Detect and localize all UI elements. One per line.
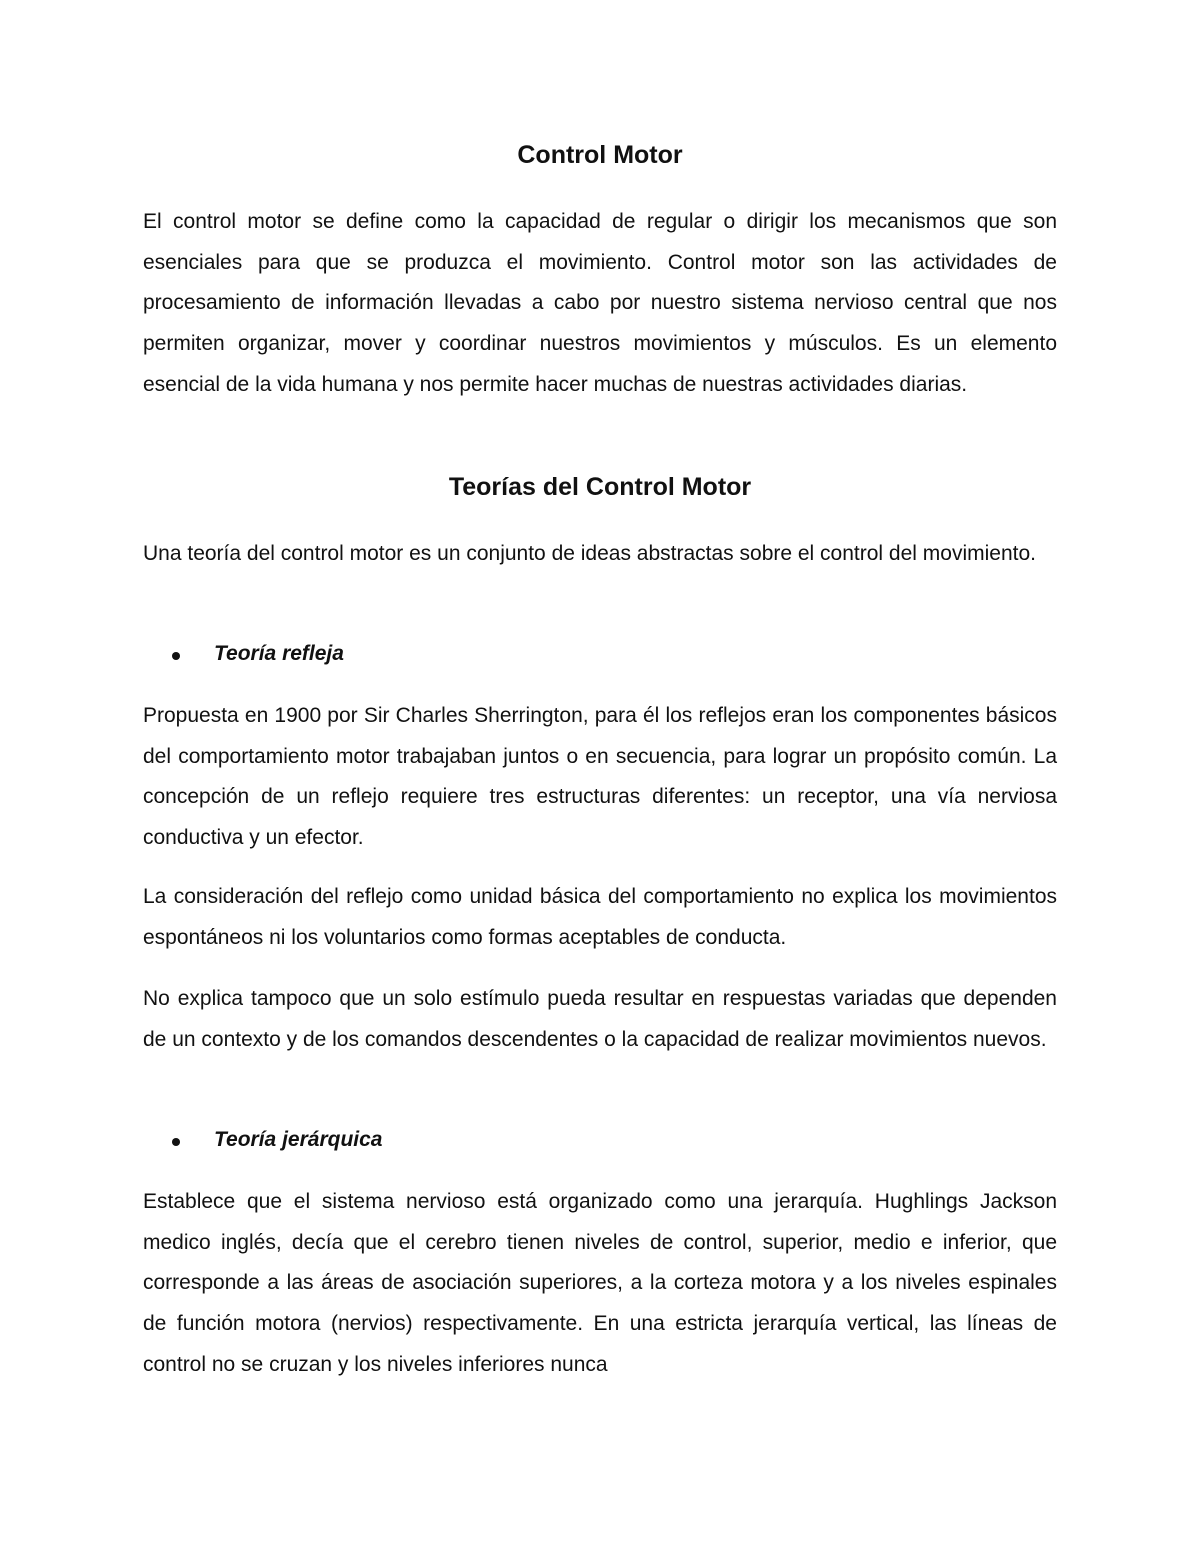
section-intro-paragraph: Una teoría del control motor es un conjunto de ideas abstractas sobre el control del movimiento. (143, 542, 1036, 565)
bullet-icon (172, 652, 180, 660)
intro-paragraph: El control motor se define como la capacidad de regular o dirigir los mecanismos que son esenciales para que se produzca el movimiento. Control motor son las actividades de procesamiento de información llevadas a cabo por nuestro sistema nervioso central que nos permiten organizar, mover y coordinar nuestros movimientos y músculos. Es un elemento esencial de la vida humana y nos permite hacer muchas de nuestras actividades diarias. (143, 210, 1057, 396)
refleja-paragraph-3: No explica tampoco que un solo estímulo pueda resultar en respuestas variadas que dependen de un contexto y de los comandos descendentes o la capacidad de realizar movimientos nuevos. (143, 987, 1057, 1051)
bullet-label: Teoría refleja (214, 642, 344, 665)
jerarquica-paragraph-1: Establece que el sistema nervioso está organizado como una jerarquía. Hughlings Jackson medico inglés, decía que el cerebro tienen niveles de control, superior, medio e inferior, que corresponde a las áreas de asociación superiores, a la corteza motora y a los niveles espinales de función motora (nervios) respectivamente. En una estricta jerarquía vertical, las líneas de control no se cruzan y los niveles inferiores nunca (143, 1190, 1057, 1376)
section-title: Teorías del Control Motor (448, 473, 752, 501)
page-title: Control Motor (517, 141, 683, 169)
refleja-paragraph-1: Propuesta en 1900 por Sir Charles Sherrington, para él los reflejos eran los componentes básicos del comportamiento motor trabajaban juntos o en secuencia, para lograr un propósito común. La concepción de un reflejo requiere tres estructuras diferentes: un receptor, una vía nerviosa conductiva y un efector. (143, 704, 1057, 850)
refleja-paragraph-2: La consideración del reflejo como unidad básica del comportamiento no explica los movimientos espontáneos ni los voluntarios como formas aceptables de conducta. (143, 885, 1057, 949)
bullet-label: Teoría jerárquica (214, 1128, 383, 1151)
bullet-icon (172, 1138, 180, 1146)
